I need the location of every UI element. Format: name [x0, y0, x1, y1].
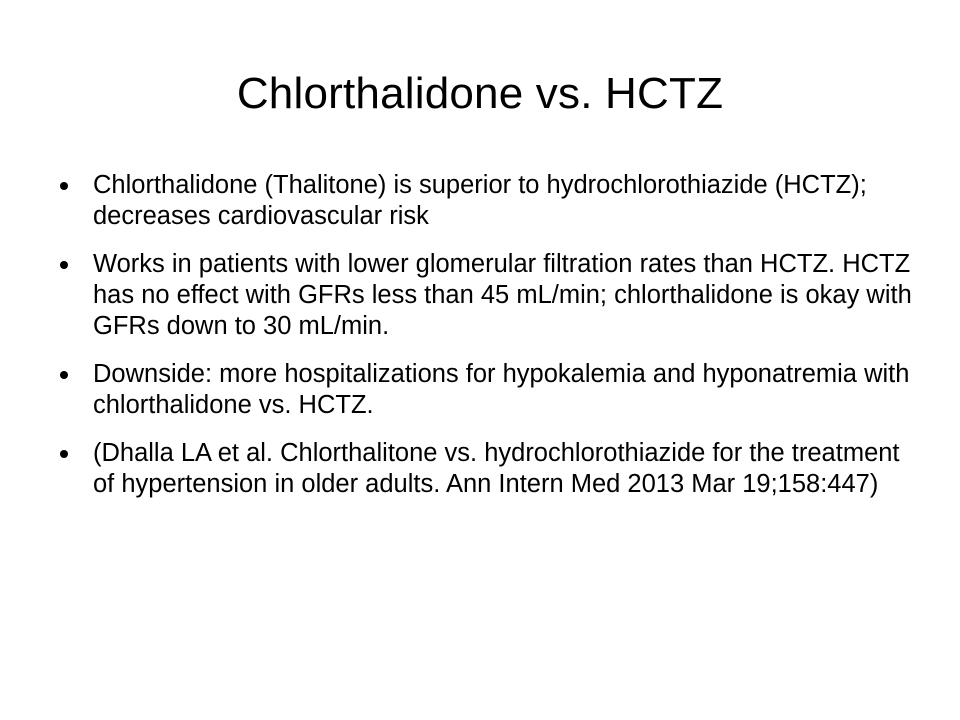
bullet-text: (Dhalla LA et al. Chlorthalitone vs. hydrochlorothiazide for the treatment of hypertension in older adults. Ann Intern Med 2013 Mar 19;158:447): [93, 439, 900, 498]
bullet-item: [58, 438, 918, 500]
bullet-list: [58, 170, 918, 517]
bullet-item: [58, 249, 918, 342]
bullet-icon: [60, 182, 68, 190]
bullet-text: Downside: more hospitalizations for hypokalemia and hyponatremia with chlorthalidone vs. HCTZ.: [93, 360, 910, 419]
bullet-icon: [60, 261, 68, 269]
bullet-icon: [60, 371, 68, 379]
bullet-text: Chlorthalidone (Thalitone) is superior to hydrochlorothiazide (HCTZ); decreases cardiovascular risk: [93, 171, 867, 230]
bullet-item: [58, 170, 918, 232]
bullet-text: Works in patients with lower glomerular filtration rates than HCTZ. HCTZ has no effect with GFRs less than 45 mL/min; chlorthalidone is okay with GFRs down to 30 mL/min.: [93, 250, 912, 340]
bullet-item: [58, 359, 918, 421]
bullet-icon: [60, 450, 68, 458]
slide-title: Chlorthalidone vs. HCTZ: [236, 69, 724, 118]
